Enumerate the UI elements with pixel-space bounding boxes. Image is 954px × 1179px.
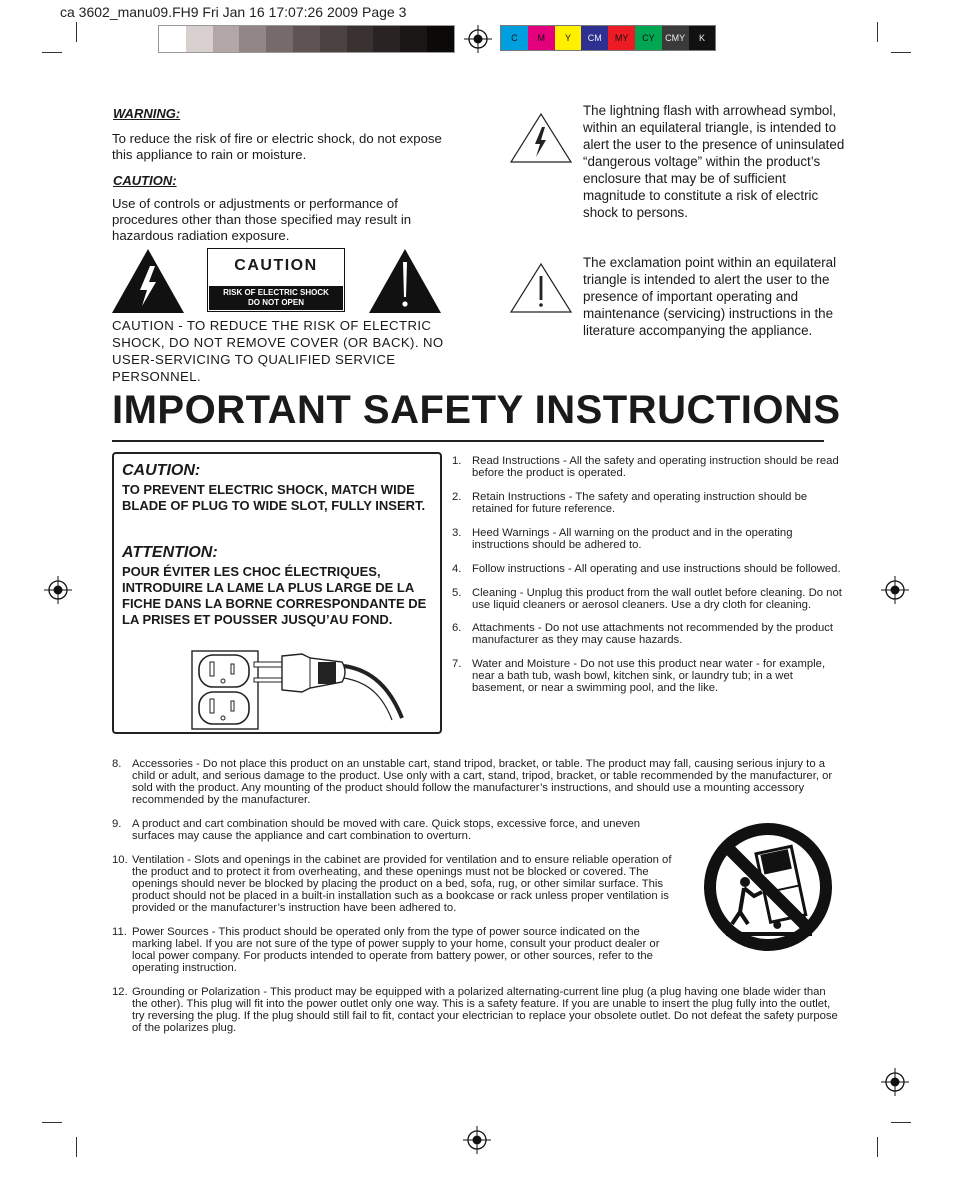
instruction-item — [452, 622, 844, 646]
instruction-number: 10. — [112, 854, 128, 866]
instruction-number: 1. — [452, 455, 462, 467]
plug-caution-heading: CAUTION: — [122, 462, 201, 479]
gray-swatch — [186, 26, 213, 52]
instruction-text: Retain Instructions - The safety and operating instruction should be retained for future reference. — [472, 491, 808, 515]
instruction-item — [452, 527, 844, 551]
instruction-text: A product and cart combination should be moved with care. Quick stops, excessive force, and uneven surfaces may cause the appliance and cart combination to overturn. — [132, 818, 641, 842]
instruction-text: Read Instructions - All the safety and operating instruction should be read before the product is operated. — [472, 455, 839, 479]
caution-label-title: CAUTION — [234, 257, 318, 274]
color-swatch: CM — [581, 26, 608, 50]
warning-text: To reduce the risk of fire or electric shock, do not expose this appliance to rain or moisture. — [112, 131, 442, 162]
instruction-number: 5. — [452, 587, 462, 599]
lightning-symbol-description: The lightning flash with arrowhead symbol, within an equilateral triangle, is intended to alert the user to the presence of uninsulated “dangerous voltage” within the product’s enclosure that may be of sufficient magnitude to constitute a risk of electric shock to persons. — [583, 103, 845, 220]
instruction-number: 7. — [452, 658, 462, 670]
polarized-plug-icon — [252, 648, 412, 733]
print-slug: ca 3602_manu09.FH9 Fri Jan 16 17:07:26 2009 Page 3 — [60, 4, 407, 20]
color-swatch: CMY — [662, 26, 689, 50]
instruction-item — [452, 563, 844, 575]
instruction-item — [112, 986, 844, 1034]
gray-swatch — [159, 26, 186, 52]
caution-label-line2: DO NOT OPEN — [247, 298, 304, 307]
instruction-text: Grounding or Polarization - This product may be equipped with a polarized alternating-current line plug (a plug having one blade wider than the other). This plug will fit into the power outlet only one way. This is a safety feature. If you are unable to insert the plug fully into the outlet, try reversing the plug. If the plug should still fail to fit, contact your electrician to replace your obsolete outlet. Do not defeat the safety purpose of the polarizes plug. — [132, 986, 838, 1034]
instruction-number: 8. — [112, 758, 122, 770]
crop-mark — [891, 1122, 911, 1123]
exclamation-outline-icon — [509, 262, 573, 319]
outlet-icon — [191, 650, 259, 735]
crop-mark — [42, 1122, 62, 1123]
color-swatch: MY — [608, 26, 635, 50]
exclamation-warning-icon — [368, 248, 442, 319]
instruction-item — [452, 587, 844, 611]
caution-label — [207, 248, 345, 312]
caution-text: Use of controls or adjustments or performance of procedures other than those specified may result in hazardous radiation exposure. — [112, 196, 412, 243]
instruction-number: 6. — [452, 622, 462, 634]
gray-calibration-bar — [158, 25, 455, 53]
color-swatch: M — [528, 26, 555, 50]
instruction-text: Ventilation - Slots and openings in the cabinet are provided for ventilation and to ensure reliable operation of the product and to protect it from overheating, and these openings must not be blocked or covered. The openings should never be blocked by placing the product on a bed, sofa, rug, or other similar surface. This product should not be placed in a built-in installation such as a bookcase or rack unless proper ventilation is provided or the manufacturer’s instruction have been adhered to. — [132, 854, 672, 914]
page-title: IMPORTANT SAFETY INSTRUCTIONS — [112, 388, 841, 432]
instruction-number: 9. — [112, 818, 122, 830]
instruction-text: Cleaning - Unplug this product from the wall outlet before cleaning. Do not use liquid cleaners or aerosol cleaners. Use a dry cloth for cleaning. — [472, 587, 842, 611]
color-swatch: Y — [555, 26, 582, 50]
instruction-number: 12. — [112, 986, 128, 998]
instruction-text: Heed Warnings - All warning on the product and in the operating instructions should be adhered to. — [472, 527, 793, 551]
instruction-text: Power Sources - This product should be operated only from the type of power source indicated on the marking label. If you are not sure of the type of power supply to your home, consult your product dealer or local power company. For products intended to operate from battery power, or other sources, refer to the operating instruction. — [132, 926, 660, 974]
instruction-number: 4. — [452, 563, 462, 575]
registration-mark-icon — [463, 1126, 491, 1154]
crop-mark — [76, 1137, 77, 1157]
instruction-number: 11. — [112, 926, 127, 938]
gray-swatch — [427, 26, 454, 52]
plug-caution-box — [112, 452, 442, 734]
gray-swatch — [266, 26, 293, 52]
crop-mark — [76, 22, 77, 42]
crop-mark — [42, 52, 62, 53]
crop-mark — [877, 1137, 878, 1157]
cart-tipover-warning-icon — [698, 820, 838, 959]
registration-mark-icon — [464, 25, 492, 53]
caution-notice: CAUTION - TO REDUCE THE RISK OF ELECTRIC SHOCK, DO NOT REMOVE COVER (OR BACK). NO USER-SERVICING TO QUALIFIED SERVICE PERSONNEL. — [112, 318, 444, 384]
instruction-text: Accessories - Do not place this product on an unstable cart, stand tripod, bracket, or table. The product may fall, causing serious injury to a child or adult, and serious damage to the product. Use only with a cart, stand, tripod, bracket, or table recommended by the manufacturer, or sold with the product. Any mounting of the product should follow the manufacturer’s instructions, and should use a mounting accessory recommended by the manufacturer. — [132, 758, 833, 806]
lightning-outline-icon — [509, 112, 573, 169]
gray-swatch — [293, 26, 320, 52]
lightning-warning-icon — [111, 248, 185, 319]
gray-swatch — [320, 26, 347, 52]
gray-swatch — [400, 26, 427, 52]
registration-mark-icon — [44, 576, 72, 604]
instruction-number: 2. — [452, 491, 462, 503]
instruction-item — [452, 491, 844, 515]
registration-mark-icon — [881, 1068, 909, 1096]
instruction-text: Water and Moisture - Do not use this product near water - for example, near a bath tub, wash bowl, kitchen sink, or laundry tub; in a wet basement, or near a swimming pool, and the like. — [472, 658, 826, 694]
instructions-list-right — [452, 455, 844, 706]
caution-label-line1: RISK OF ELECTRIC SHOCK — [223, 288, 329, 297]
instruction-item — [452, 658, 844, 694]
plug-attention-text: POUR ÉVITER LES CHOC ÉLECTRIQUES, INTRODUIRE LA LAME LA PLUS LARGE DE LA FICHE DANS LA BORNE CORRESPONDANTE DE LA PRISES ET POUSSER JUSQU’AU FOND. — [122, 564, 427, 627]
exclamation-symbol-description: The exclamation point within an equilateral triangle is intended to alert the user to the presence of important operating and maintenance (servicing) instructions in the literature accompanying the appliance. — [583, 255, 837, 338]
instruction-text: Follow instructions - All operating and use instructions should be followed. — [472, 563, 841, 575]
color-swatch: CY — [635, 26, 662, 50]
color-swatch: C — [501, 26, 528, 50]
instruction-text: Attachments - Do not use attachments not recommended by the product manufacturer as they may cause hazards. — [472, 622, 834, 646]
gray-swatch — [347, 26, 374, 52]
crop-mark — [891, 52, 911, 53]
title-rule — [112, 440, 824, 442]
color-swatch: K — [689, 26, 716, 50]
instruction-item — [112, 758, 844, 806]
caution-heading: CAUTION: — [113, 173, 177, 188]
instruction-number: 3. — [452, 527, 462, 539]
warning-heading: WARNING: — [113, 106, 181, 121]
plug-attention-heading: ATTENTION: — [122, 544, 218, 561]
instruction-item — [452, 455, 844, 479]
registration-mark-icon — [881, 576, 909, 604]
gray-swatch — [373, 26, 400, 52]
crop-mark — [877, 22, 878, 42]
color-calibration-bar — [500, 25, 716, 51]
gray-swatch — [213, 26, 240, 52]
gray-swatch — [239, 26, 266, 52]
plug-caution-text: TO PREVENT ELECTRIC SHOCK, MATCH WIDE BLADE OF PLUG TO WIDE SLOT, FULLY INSERT. — [122, 482, 426, 513]
